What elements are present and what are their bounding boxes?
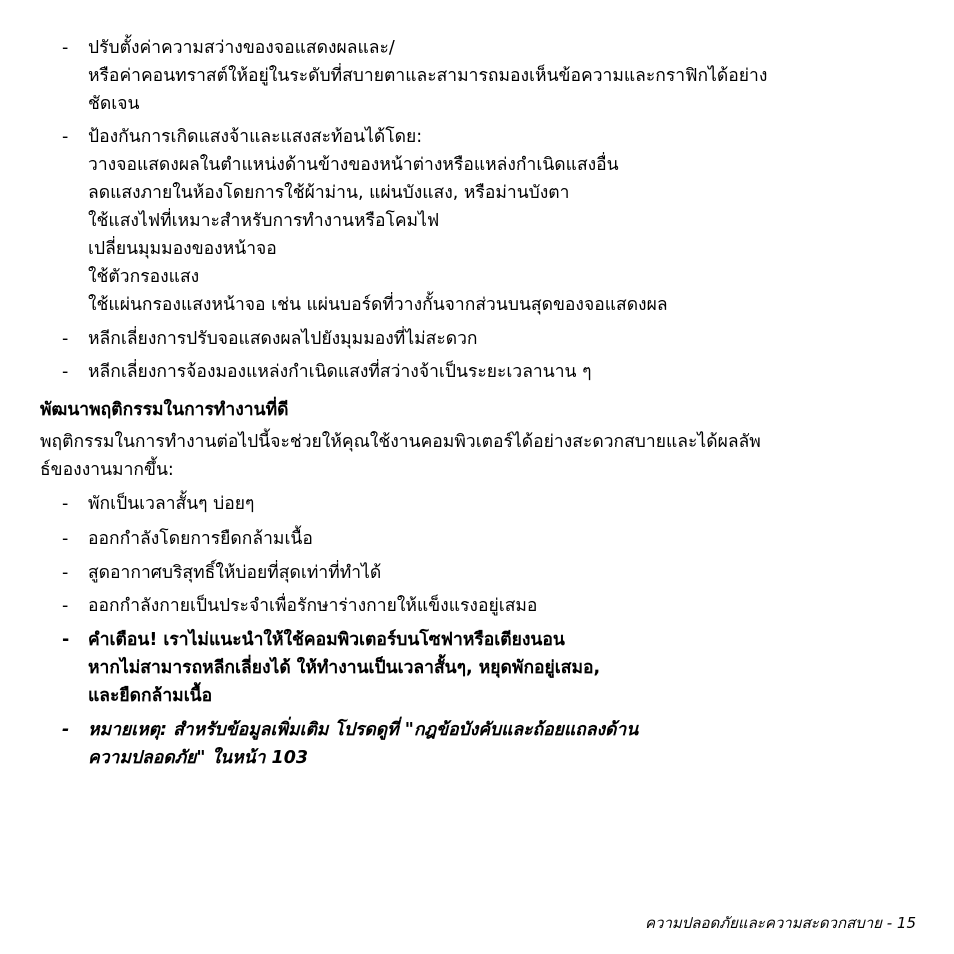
bullet-line: ป้องกันการเกิดแสงจ้าและแสงสะท้อนได้โดย: xyxy=(88,127,423,147)
bullet-stretch xyxy=(62,525,922,553)
bullet-line: ใช้ตัวกรองแสง xyxy=(88,267,200,287)
bullet-dash: - xyxy=(62,329,69,349)
note-line: ความปลอดภัย" ในหน้า 103 xyxy=(88,748,309,768)
bullet-line: หรือค่าคอนทราสต์ให้อยู่ในระดับที่สบายตาและสามารถมองเห็นข้อความและกราฟิกได้อย่าง xyxy=(88,66,768,86)
paragraph-line: พฤติกรรมในการทำงานต่อไปนี้จะช่วยให้คุณใช้งานคอมพิวเตอร์ได้อย่างสะดวกสบายและได้ผลลัพ xyxy=(40,432,761,452)
bullet-dash: - xyxy=(62,720,70,740)
bullet-line: สูดอากาศบริสุทธิ์ให้บ่อยที่สุดเท่าที่ทำได้ xyxy=(88,563,382,583)
warning-line: คำเตือน! เราไม่แนะนำให้ใช้คอมพิวเตอร์บนโซฟาหรือเตียงนอน xyxy=(88,630,565,650)
bullet-dash: - xyxy=(62,563,69,583)
section-heading: พัฒนาพฤติกรรมในการทำงานที่ดี xyxy=(40,400,289,420)
bullet-line: หลีกเลี่ยงการปรับจอแสดงผลไปยังมุมมองที่ไม่สะดวก xyxy=(88,329,478,349)
page-footer: ความปลอดภัยและความสะดวกสบาย - 15 xyxy=(645,914,916,932)
bullet-brightness xyxy=(62,34,922,118)
bullet-line: เปลี่ยนมุมมองของหน้าจอ xyxy=(88,239,277,259)
bullet-dash: - xyxy=(62,494,69,514)
bullet-line: วางจอแสดงผลในตำแหน่งด้านข้างของหน้าต่างหรือแหล่งกำเนิดแสงอื่น xyxy=(88,155,619,175)
bullet-dash: - xyxy=(62,127,69,147)
bullet-line: ใช้แผ่นกรองแสงหน้าจอ เช่น แผ่นบอร์ดที่วางกั้นจากส่วนบนสุดของจอแสดงผล xyxy=(88,295,668,315)
bullet-line: ใช้แสงไฟที่เหมาะสำหรับการทำงานหรือโคมไฟ xyxy=(88,211,440,231)
bullet-bright-light xyxy=(62,358,922,386)
bullet-exercise xyxy=(62,592,922,620)
warning-line: และยืดกล้ามเนื้อ xyxy=(88,686,213,706)
bullet-viewing-angle xyxy=(62,325,922,353)
bullet-short-breaks xyxy=(62,490,922,518)
bullet-glare xyxy=(62,123,922,319)
bullet-fresh-air xyxy=(62,559,922,587)
warning-block xyxy=(62,626,922,710)
note-line: หมายเหตุ: สำหรับข้อมูลเพิ่มเติม โปรดดูที่ "กฎข้อบังคับและถ้อยแถลงด้าน xyxy=(88,720,639,740)
paragraph-line: ธ์ของงานมากขึ้น: xyxy=(40,460,174,480)
bullet-line: หลีกเลี่ยงการจ้องมองแหล่งกำเนิดแสงที่สว่างจ้าเป็นระยะเวลานาน ๆ xyxy=(88,362,592,382)
note-block xyxy=(62,716,922,772)
bullet-dash: - xyxy=(62,362,69,382)
bullet-line: ออกกำลังกายเป็นประจำเพื่อรักษาร่างกายให้แข็งแรงอยู่เสมอ xyxy=(88,596,538,616)
bullet-line: ลดแสงภายในห้องโดยการใช้ผ้าม่าน, แผ่นบังแสง, หรือม่านบังตา xyxy=(88,183,570,203)
bullet-dash: - xyxy=(62,38,69,58)
warning-line: หากไม่สามารถหลีกเลี่ยงได้ ให้ทำงานเป็นเวลาสั้นๆ, หยุดพักอยู่เสมอ, xyxy=(88,658,601,678)
bullet-line: ปรับตั้งค่าความสว่างของจอแสดงผลและ/ xyxy=(88,38,395,58)
bullet-line: พักเป็นเวลาสั้นๆ บ่อยๆ xyxy=(88,494,255,514)
intro-paragraph xyxy=(40,428,920,484)
bullet-dash: - xyxy=(62,630,70,650)
bullet-line: ชัดเจน xyxy=(88,94,140,114)
bullet-dash: - xyxy=(62,529,69,549)
bullet-line: ออกกำลังโดยการยืดกล้ามเนื้อ xyxy=(88,529,313,549)
bullet-dash: - xyxy=(62,596,69,616)
